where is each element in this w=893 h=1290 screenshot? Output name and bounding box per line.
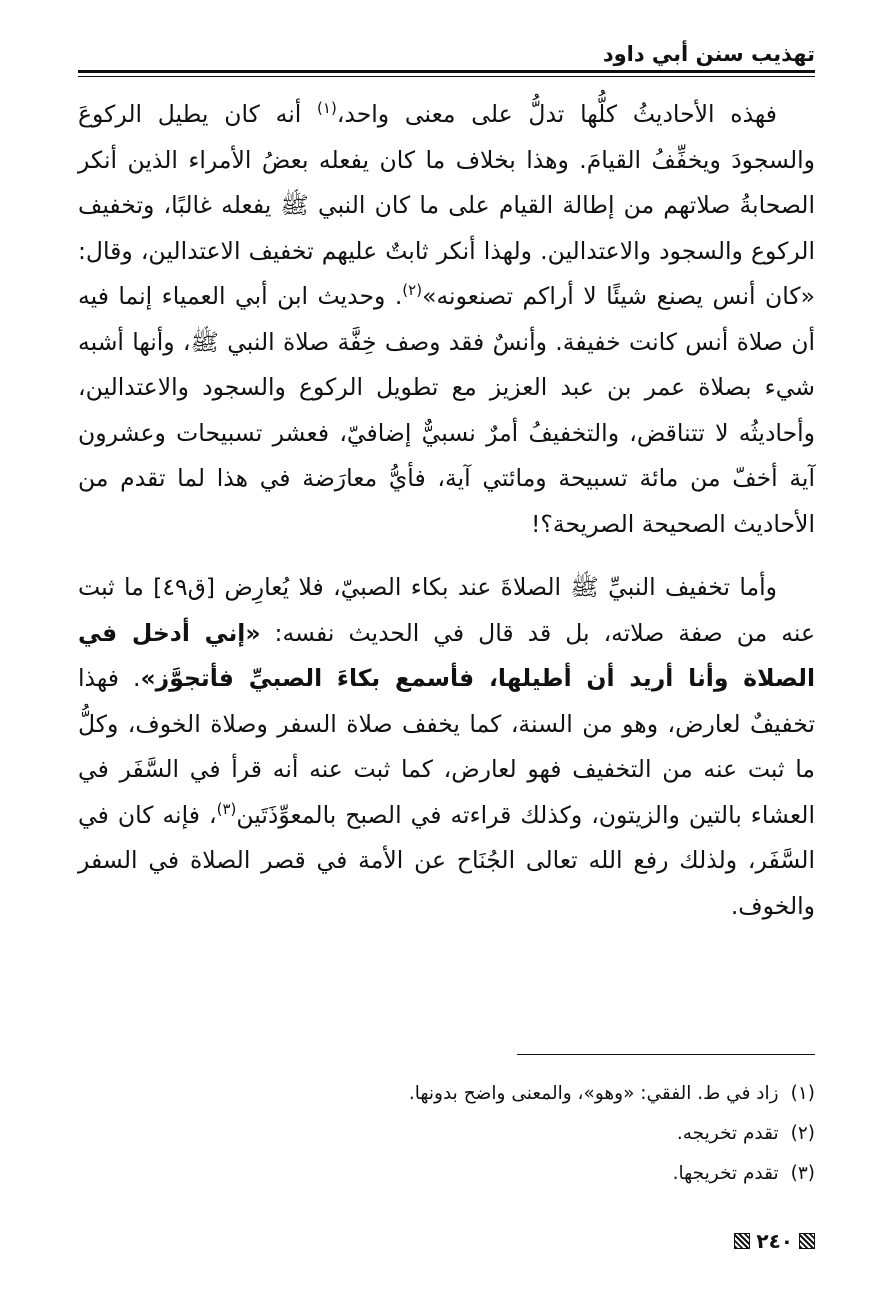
footnote-2 [78, 1114, 815, 1154]
paragraph-2 [78, 565, 815, 929]
footnote-3 [78, 1154, 815, 1194]
footnote-text: تقدم تخريجه. [676, 1123, 779, 1144]
footnotes [78, 1074, 815, 1194]
paragraph-2-part-3: ، فإنه كان في السَّفَر، ولذلك رفع الله تعالى الجُنَاح عن الأمة في قصر الصلاة في السفر والخوف. [78, 800, 815, 920]
paragraph-1-part-1: فهذه الأحاديثُ كلُّها تدلُّ على معنى واحد، [336, 100, 777, 128]
paragraph-2-part-1: وأما تخفيف النبيِّ ﷺ الصلاةَ عند بكاء الصبيّ، فلا يُعارِض [ق٤٩] ما ثبت عنه من صفة صلاته، بل قد قال في الحديث نفسه: [78, 573, 815, 647]
hadith-quote: «إني أدخل في الصلاة وأنا أريد أن أطيلها، فأسمع بكاءَ الصبيِّ فأتجوَّز» [78, 618, 815, 692]
footnote-number: (١) [790, 1083, 815, 1104]
footnote-text: تقدم تخريجها. [672, 1163, 779, 1184]
footnote-reference-3: (٣) [216, 799, 237, 818]
footnote-number: (٢) [790, 1123, 815, 1144]
ornament-right-icon [799, 1233, 815, 1249]
footnote-number: (٣) [790, 1163, 815, 1184]
main-text [78, 92, 815, 929]
footnote-text: زاد في ط. الفقي: «وهو»، والمعنى واضح بدونها. [408, 1083, 779, 1104]
ornament-left-icon [734, 1233, 750, 1249]
footnote-1 [78, 1074, 815, 1114]
header-rule [78, 70, 815, 73]
paragraph-1 [78, 92, 815, 547]
footnote-reference-1: (١) [317, 99, 337, 118]
page-number-block [734, 1226, 815, 1256]
footnote-separator [517, 1054, 815, 1055]
paragraph-1-part-2: أنه كان يطيل الركوعَ والسجودَ ويخفِّفُ القيامَ. وهذا بخلاف ما كان يفعله بعضُ الأمراء الذين أنكر الصحابةُ صلاتهم من إطالة القيام على ما كان النبي ﷺ يفعله غالبًا، وتخفيف الركوع والسجود والاعتدالين. ولهذا أنكر ثابتٌ عليهم تخفيف الاعتدالين، وقال: «كان أنس يصنع شيئًا لا أراكم تصنعونه» [78, 100, 816, 310]
book-title: تهذيب سنن أبي داود [602, 42, 815, 66]
running-header [78, 40, 815, 74]
paragraph-1-part-3: . وحديث ابن أبي العمياء إنما فيه أن صلاة أنس كانت خفيفة. وأنسٌ فقد وصف خِفَّة صلاة النبي ﷺ، وأنها أشبه شيء بصلاة عمر بن عبد العزيز مع تطويل الركوع والسجود والاعتدالين، وأحاديثُه لا تتناقض، والتخفيفُ أمرٌ نسبيٌّ إضافيّ، فعشر تسبيحات وعشرون آية أخفّ من مائة تسبيحة ومائتي آية، فأيُّ معارَضة في هذا لما تقدم من الأحاديث الصحيحة الصريحة؟! [78, 282, 815, 538]
paragraph-2-part-2: . فهذا تخفيفٌ لعارض، وهو من السنة، كما يخفف صلاة السفر وصلاة الخوف، وكلُّ ما ثبت عنه من التخفيف فهو لعارض، كما ثبت عنه أنه قرأ في السَّفَر في العشاء بالتين والزيتون، وكذلك قراءته في الصبح بالمعوِّذَتَين [78, 664, 815, 829]
footnote-reference-2: (٢) [402, 281, 423, 300]
page-number: ٢٤٠ [756, 1229, 793, 1253]
header-rule-thin [78, 76, 815, 77]
